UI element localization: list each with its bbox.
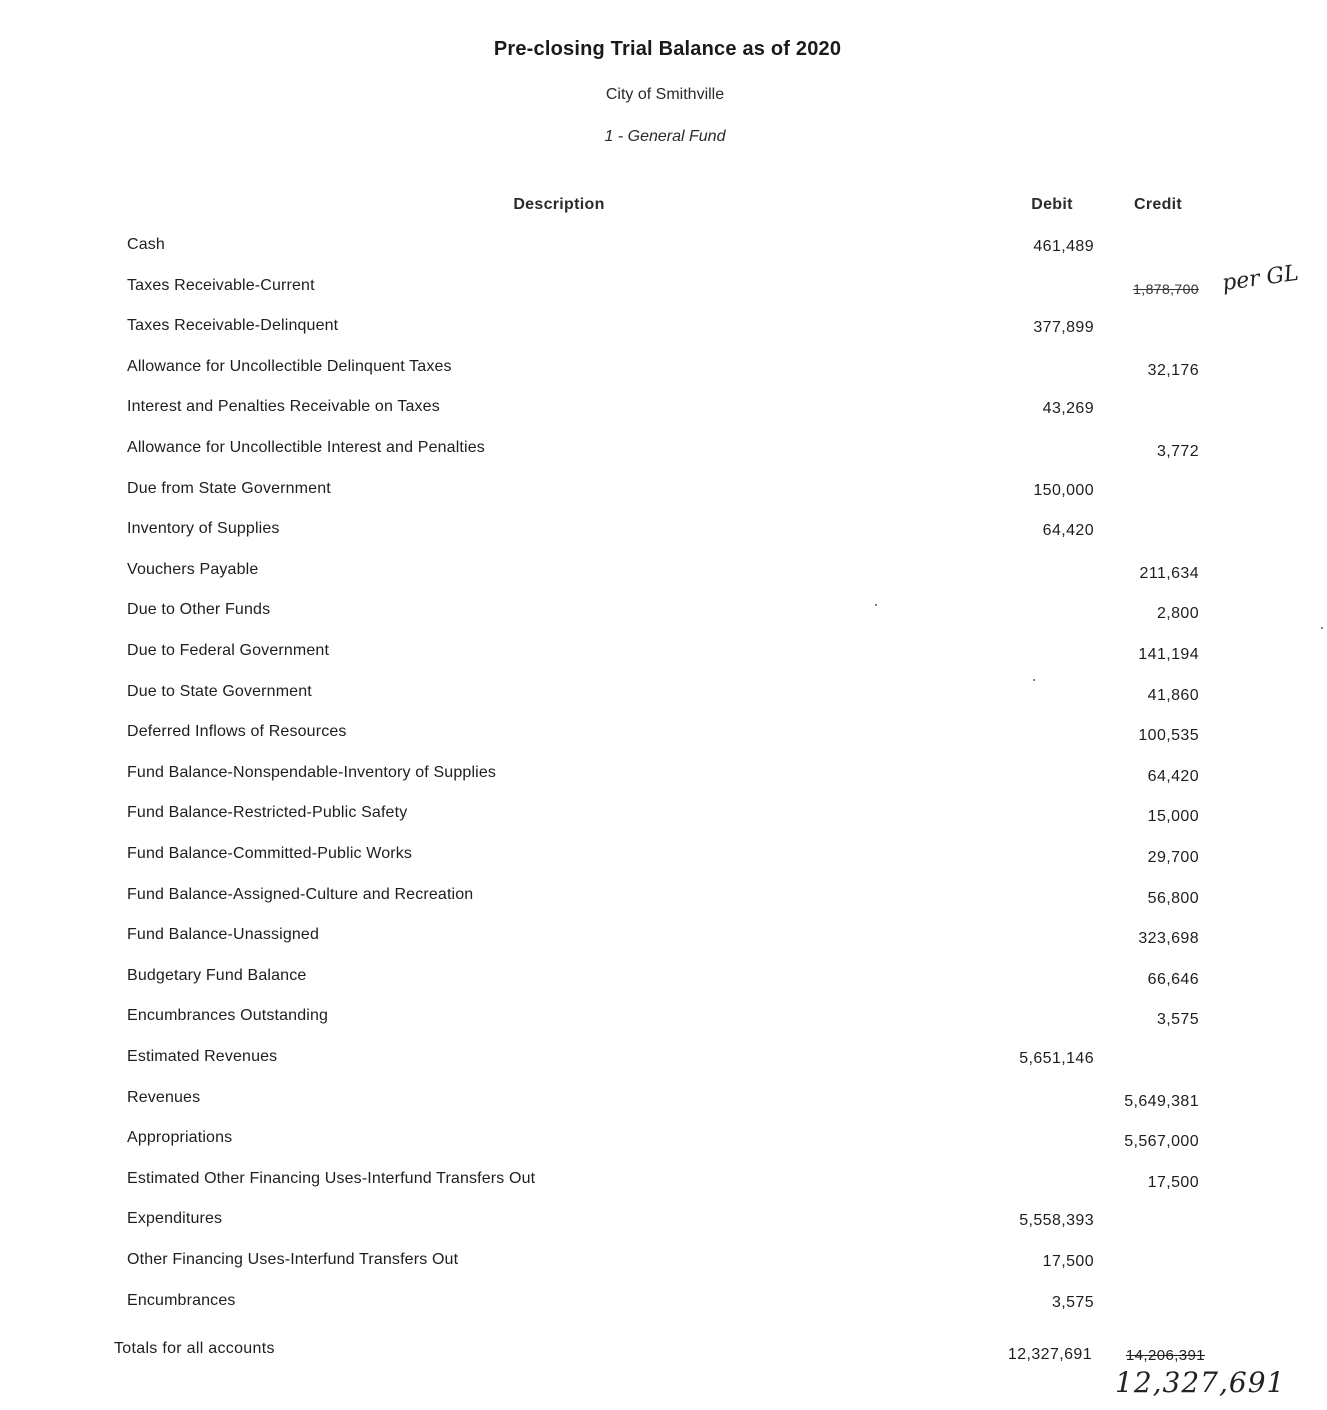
row-description: Fund Balance-Assigned-Culture and Recreation	[127, 886, 474, 903]
row-description: Cash	[127, 236, 165, 253]
table-row	[0, 1129, 1327, 1153]
row-credit: 32,176	[1147, 362, 1199, 379]
scan-speck	[1033, 679, 1035, 681]
row-description: Due from State Government	[127, 480, 331, 497]
totals-credit-struck: 14,206,391	[1125, 1347, 1205, 1364]
column-header-debit: Debit	[1031, 196, 1073, 213]
row-description: Taxes Receivable-Current	[127, 277, 315, 294]
table-row	[0, 1170, 1327, 1194]
table-row	[0, 398, 1327, 422]
table-row	[0, 358, 1327, 382]
row-description: Allowance for Uncollectible Interest and Penalties	[127, 439, 485, 456]
row-credit: 100,535	[1138, 727, 1199, 744]
table-row	[0, 561, 1327, 585]
table-row	[0, 764, 1327, 788]
table-row	[0, 601, 1327, 625]
row-credit: 5,567,000	[1124, 1133, 1199, 1150]
row-description: Inventory of Supplies	[127, 520, 280, 537]
table-row	[0, 1007, 1327, 1031]
table-row	[0, 1251, 1327, 1275]
row-credit: 29,700	[1147, 849, 1199, 866]
table-row	[0, 723, 1327, 747]
row-description: Due to State Government	[127, 683, 312, 700]
row-description: Interest and Penalties Receivable on Taxes	[127, 398, 440, 415]
row-debit: 461,489	[1033, 238, 1094, 255]
row-credit: 323,698	[1138, 930, 1199, 947]
column-header-credit: Credit	[1133, 196, 1183, 213]
row-description: Budgetary Fund Balance	[127, 967, 307, 984]
row-credit: 66,646	[1147, 971, 1199, 988]
row-credit: 211,634	[1139, 565, 1199, 582]
table-row	[0, 1210, 1327, 1234]
table-row	[0, 683, 1327, 707]
row-description: Estimated Other Financing Uses-Interfund Transfers Out	[127, 1170, 536, 1187]
table-row	[0, 236, 1327, 260]
scan-speck	[875, 604, 877, 606]
row-description: Appropriations	[127, 1129, 233, 1146]
row-description: Revenues	[127, 1089, 201, 1106]
row-debit: 150,000	[1033, 482, 1094, 499]
table-row	[0, 642, 1327, 666]
row-debit: 377,899	[1033, 319, 1094, 336]
table-row	[0, 1048, 1327, 1072]
table-row	[0, 480, 1327, 504]
table-row	[0, 804, 1327, 828]
row-credit: 3,575	[1156, 1011, 1199, 1028]
row-credit: 15,000	[1147, 808, 1199, 825]
table-row	[0, 845, 1327, 869]
table-row	[0, 439, 1327, 463]
row-debit: 17,500	[1042, 1253, 1094, 1270]
row-description: Due to Federal Government	[127, 642, 330, 659]
row-credit: 41,860	[1147, 687, 1199, 704]
row-description: Taxes Receivable-Delinquent	[127, 317, 339, 334]
row-description: Vouchers Payable	[127, 561, 259, 578]
row-description: Deferred Inflows of Resources	[127, 723, 347, 740]
entity-name: City of Smithville	[605, 86, 725, 103]
table-row	[0, 317, 1327, 341]
row-description: Allowance for Uncollectible Delinquent Taxes	[127, 358, 452, 375]
row-description: Other Financing Uses-Interfund Transfers Out	[127, 1251, 459, 1268]
row-debit: 5,558,393	[1019, 1212, 1094, 1229]
row-description: Fund Balance-Restricted-Public Safety	[127, 804, 408, 821]
row-description: Fund Balance-Unassigned	[127, 926, 320, 943]
table-row	[0, 277, 1327, 301]
row-credit: 17,500	[1147, 1174, 1199, 1191]
row-credit: 56,800	[1147, 890, 1199, 907]
table-row	[0, 967, 1327, 991]
row-credit-struck: 1,878,700	[1133, 281, 1199, 297]
row-description: Encumbrances Outstanding	[127, 1007, 329, 1024]
column-header-description: Description	[513, 196, 605, 213]
totals-debit: 12,327,691	[1007, 1346, 1092, 1363]
row-credit: 141,194	[1138, 646, 1199, 663]
handwritten-per-gl-note: per GL	[1220, 260, 1301, 297]
scan-speck	[1321, 627, 1323, 629]
report-title: Pre-closing Trial Balance as of 2020	[493, 38, 842, 60]
table-row	[0, 520, 1327, 544]
row-description: Fund Balance-Nonspendable-Inventory of Supplies	[127, 764, 497, 781]
totals-credit-handwritten: 12,327,691	[1115, 1366, 1286, 1399]
fund-name: 1 - General Fund	[604, 128, 726, 145]
table-row	[0, 1292, 1327, 1316]
row-debit: 5,651,146	[1019, 1050, 1094, 1067]
row-description: Encumbrances	[127, 1292, 236, 1309]
totals-label: Totals for all accounts	[114, 1340, 275, 1357]
row-credit: 3,772	[1156, 443, 1199, 460]
table-row	[0, 886, 1327, 910]
row-debit: 43,269	[1042, 400, 1094, 417]
row-description: Due to Other Funds	[127, 601, 271, 618]
row-description: Estimated Revenues	[127, 1048, 278, 1065]
table-row	[0, 926, 1327, 950]
table-row	[0, 1089, 1327, 1113]
row-debit: 64,420	[1042, 522, 1094, 539]
row-debit: 3,575	[1051, 1294, 1094, 1311]
row-credit: 5,649,381	[1124, 1093, 1199, 1110]
row-credit: 2,800	[1156, 605, 1199, 622]
row-description: Expenditures	[127, 1210, 223, 1227]
row-credit: 64,420	[1147, 768, 1199, 785]
row-description: Fund Balance-Committed-Public Works	[127, 845, 413, 862]
